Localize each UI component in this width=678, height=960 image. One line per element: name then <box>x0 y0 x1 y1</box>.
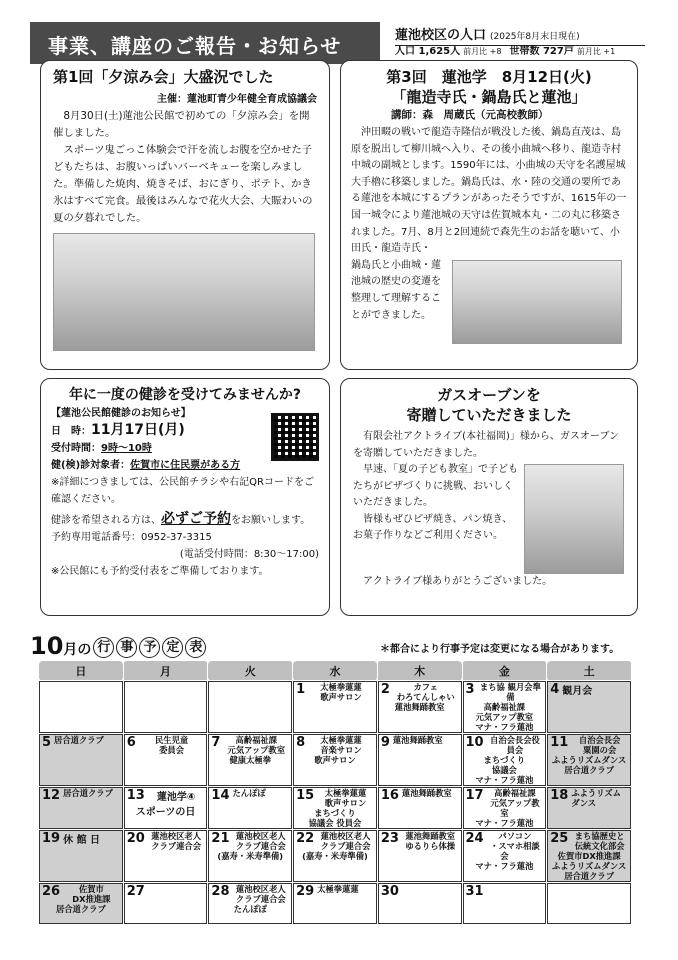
event-text: ふようリズムダンス <box>551 755 627 765</box>
day-number: 13 <box>126 788 145 803</box>
day-number: 9 <box>380 735 390 750</box>
calendar-day <box>377 883 462 925</box>
calendar-day <box>547 883 632 925</box>
kenshin-box-title: 【蓮池公民館健診のお知らせ】 <box>51 408 191 419</box>
calendar-note: ＊都合により行事予定は変更になる場合があります。 <box>380 644 620 655</box>
calendar-title-chars <box>91 632 206 660</box>
section-banner: 事業、講座のご報告・お知らせ <box>30 22 380 64</box>
calendar-day <box>462 787 547 830</box>
event-text: 協議会 <box>491 765 517 775</box>
day-number: 6 <box>126 735 136 750</box>
households-label: 世帯数 727戸 <box>509 46 574 57</box>
day-number: 19 <box>42 831 61 846</box>
calendar-day <box>39 883 124 925</box>
event-text: 居合道クラブ <box>54 735 104 745</box>
calendar-day <box>547 830 632 883</box>
day-number: 3 <box>465 682 475 697</box>
event-text: ふようリズムダンス <box>571 788 621 808</box>
event-text: 蓮池学④ <box>156 792 196 803</box>
yusuzumi-body2: スポーツ鬼ごっこ体験会で汗を流しお腹を空かせた子どもたちは、お腹いっぱいバーベキューを楽しみました。準備した焼肉、焼きそば、おにぎり、ポテト、かき氷はすべて完食。最後はみんなで花火大会、大賑わいの夏の夕暮れでした。 <box>53 144 313 224</box>
oven-body1: 有限会社アクトライブ(本社福岡)」様から、ガスオーブンを寄贈していただきました。 <box>353 431 620 459</box>
oven-title1: ガスオーブンを <box>437 386 541 404</box>
calendar-day <box>293 787 378 830</box>
event-text: わろてんしゃい <box>396 692 455 702</box>
event-text: まち協 観月会準備 <box>479 682 541 702</box>
weekday-header: 木 <box>377 661 462 681</box>
date-value: 11月17日(月) <box>91 422 185 438</box>
event-text: たんぽぽ <box>232 788 266 798</box>
day-number: 28 <box>211 884 230 899</box>
event-text: 元気アップ教室 <box>227 745 286 755</box>
event-text: ふようリズムダンス <box>551 861 627 871</box>
event-text: カフェ <box>413 682 438 692</box>
time-value: 9時～10時 <box>101 443 152 454</box>
calendar-week <box>39 734 632 787</box>
day-number: 27 <box>126 884 145 899</box>
hasuikegaku-lecturer: 講師：森 周蔵氏（元高校教師） <box>391 109 549 121</box>
event-text: 歌声サロン <box>320 692 362 702</box>
kenshin-note1: ※詳細につきましては、公民館チラシや右記QRコードをご確認ください。 <box>51 477 314 505</box>
population-stats <box>395 42 645 57</box>
calendar-day <box>377 681 462 734</box>
calendar-day <box>462 681 547 734</box>
day-number: 4 <box>550 682 560 697</box>
lecture-photo <box>452 260 622 344</box>
tel-hours: (電話受付時間：8:30～17:00) <box>179 549 319 560</box>
event-text: マナ・フラ蓮池 <box>475 775 534 785</box>
hasuikegaku-title1: 第3回 蓮池学 8月12日(火) <box>386 68 592 86</box>
people-diff: 前月比 +8 <box>463 47 502 56</box>
event-text: 太極拳蓮蓮 <box>320 682 362 692</box>
calendar-month-suffix: 月の <box>63 642 92 658</box>
yusuzumi-article <box>40 60 330 370</box>
calendar-day <box>462 830 547 883</box>
calendar-week <box>39 787 632 830</box>
day-number: 16 <box>380 788 399 803</box>
weekday-header: 金 <box>462 661 547 681</box>
day-number: 17 <box>465 788 484 803</box>
event-text: (嘉寿・米寿準備) <box>217 851 284 861</box>
calendar-day <box>293 734 378 787</box>
event-text: スポーツの日 <box>135 807 196 818</box>
yusuzumi-title: 第1回「夕涼み会」大盛況でした <box>53 68 274 86</box>
event-text: 高齢福祉課 <box>494 788 536 798</box>
yusuzumi-host: 主催：蓮池町青少年健全育成協議会 <box>157 94 317 105</box>
day-number: 2 <box>380 682 390 697</box>
event-text: 休 館 日 <box>63 835 101 846</box>
weekday-header: 日 <box>39 661 124 681</box>
calendar-day <box>462 734 547 787</box>
target-value: 佐賀市に住民票がある方 <box>130 460 241 471</box>
yusuzumi-group-photo <box>53 233 315 351</box>
day-number: 11 <box>550 735 569 750</box>
calendar-day <box>293 830 378 883</box>
title-char: 事 <box>116 637 137 658</box>
event-text: 委員会 <box>159 745 185 755</box>
households-diff: 前月比 +1 <box>576 47 616 56</box>
event-text: 居合道クラブ <box>564 871 614 881</box>
event-text: マナ・フラ蓮池 <box>475 722 534 732</box>
weekday-header: 水 <box>293 661 378 681</box>
oven-body3: 皆様もぜひピザ焼き、パン焼き、お菓子作りなどご利用ください。 <box>353 513 513 541</box>
day-number: 21 <box>211 831 230 846</box>
event-text: クラブ連合会 <box>151 841 201 851</box>
event-text: 佐賀市 <box>78 884 104 894</box>
calendar-day <box>39 734 124 787</box>
day-number: 29 <box>296 884 315 899</box>
time-label: 受付時間： <box>51 443 101 454</box>
event-text: 蓮池舞踊教室 <box>405 831 456 841</box>
weekday-header: 月 <box>123 661 208 681</box>
population-date: (2025年8月末日現在) <box>490 32 580 42</box>
event-text: 健康太極拳 <box>229 755 271 765</box>
event-text: ・スマホ相談会 <box>490 841 540 861</box>
event-text: (嘉寿・米寿準備) <box>302 851 368 861</box>
calendar-table <box>38 660 632 925</box>
event-text: たんぽぽ <box>233 904 267 914</box>
oven-photo <box>524 464 624 574</box>
event-text: ゆるりら体操 <box>405 841 456 851</box>
household-count <box>509 42 615 57</box>
calendar-day <box>208 734 293 787</box>
calendar-day <box>39 681 124 734</box>
people-count <box>395 42 501 57</box>
reserve-post: をお願いします。 <box>231 515 311 526</box>
day-number: 22 <box>296 831 315 846</box>
event-text: 蓮池校区老人 <box>151 831 201 841</box>
event-text: 音楽サロン <box>320 745 362 755</box>
kenshin-article <box>40 378 330 616</box>
day-number: 30 <box>380 884 399 899</box>
oven-body4: アクトライブ様ありがとうございました。 <box>363 576 553 587</box>
calendar-week <box>39 883 632 925</box>
day-number: 25 <box>550 831 569 846</box>
calendar-day <box>293 883 378 925</box>
calendar-title <box>30 632 206 660</box>
title-char: 表 <box>185 637 206 658</box>
weekday-header: 火 <box>208 661 293 681</box>
day-number: 15 <box>296 788 315 803</box>
event-text: 蓮池校区老人 <box>235 831 286 841</box>
calendar-day <box>208 830 293 883</box>
event-text: パソコン <box>498 831 532 841</box>
event-text: 蓮池校区老人 <box>320 831 371 841</box>
event-text: 自治会長会 <box>578 735 621 745</box>
calendar-day <box>547 787 632 830</box>
title-char: 定 <box>162 637 183 658</box>
event-text: 歌声サロン <box>314 755 356 765</box>
day-number: 26 <box>42 884 61 899</box>
calendar-day <box>293 681 378 734</box>
day-number: 20 <box>126 831 145 846</box>
event-text: 伝統文化部会 <box>574 841 625 851</box>
calendar-day <box>377 830 462 883</box>
population-title-text: 蓮池校区の人口 <box>395 28 487 43</box>
calendar-day <box>39 830 124 883</box>
hasuikegaku-body2: 鍋島氏と小曲城・蓮池城の歴史の変遷を整理して理解することができました。 <box>351 259 441 321</box>
event-text: 高齢福祉課 <box>235 735 278 745</box>
calendar-day <box>39 787 124 830</box>
day-number: 8 <box>296 735 306 750</box>
event-text: まちづくり <box>483 755 526 765</box>
reserve-tel: 予約専用電話番号：0952-37-3315 <box>51 532 212 543</box>
event-text: 粟園の会 <box>583 745 617 755</box>
event-text: 観月会 <box>562 686 593 697</box>
event-text: クラブ連合会 <box>235 894 286 904</box>
event-text: 蓮池舞踊教室 <box>394 702 445 712</box>
title-char: 行 <box>93 637 114 658</box>
hasuikegaku-article <box>340 60 638 370</box>
day-number: 24 <box>465 831 484 846</box>
event-text: 太極拳蓮蓮 <box>320 735 362 745</box>
event-text: 高齢福祉課 <box>483 702 526 712</box>
event-text: 協議会 役員会 <box>308 818 362 828</box>
calendar-day <box>547 734 632 787</box>
calendar-day <box>123 830 208 883</box>
event-text: 居合道クラブ <box>55 904 106 914</box>
kenshin-title: 年に一度の健診を受けてみませんか? <box>68 387 302 403</box>
calendar-day <box>208 787 293 830</box>
calendar-day <box>123 787 208 830</box>
event-text: クラブ連合会 <box>320 841 371 851</box>
calendar-day <box>377 734 462 787</box>
event-text: 蓮池校区老人 <box>235 884 286 894</box>
event-text: 居合道クラブ <box>564 765 614 775</box>
event-text: 蓮池舞踊教室 <box>401 788 452 798</box>
calendar-week <box>39 830 632 883</box>
title-char: 予 <box>139 637 160 658</box>
calendar-day <box>208 681 293 734</box>
event-text: 自治会長会役員会 <box>490 735 540 755</box>
day-number: 12 <box>42 788 61 803</box>
people-label: 人口 1,625人 <box>395 46 461 57</box>
calendar-header-row <box>39 661 632 681</box>
day-number: 7 <box>211 735 221 750</box>
event-text: マナ・フラ蓮池 <box>475 861 534 871</box>
yusuzumi-body1: 8月30日(土)蓮池公民館で初めての「夕涼み会」を開催しました。 <box>53 110 310 139</box>
event-text: まち協歴史と <box>574 831 625 841</box>
calendar-week <box>39 681 632 734</box>
calendar-day <box>208 883 293 925</box>
event-text: 太極拳蓮蓮 <box>317 884 359 894</box>
qr-code[interactable] <box>271 413 319 461</box>
calendar-day <box>547 681 632 734</box>
oven-article <box>340 378 638 616</box>
reserve-emphasis: 必ずご予約 <box>161 511 231 527</box>
calendar-day <box>462 883 547 925</box>
event-text: 蓮池舞踊教室 <box>392 735 443 745</box>
event-text: 太極拳蓮蓮 <box>324 788 367 798</box>
calendar-day <box>123 681 208 734</box>
kenshin-note2: ※公民館にも予約受付表をご準備しております。 <box>51 566 269 577</box>
event-text: マナ・フラ蓮池 <box>475 818 534 828</box>
day-number: 14 <box>211 788 230 803</box>
day-number: 31 <box>465 884 484 899</box>
target-label: 健(検)診対象者： <box>51 460 131 471</box>
event-text: 歌声サロン <box>324 798 367 808</box>
calendar-body <box>39 681 632 925</box>
event-text: 元気アップ教室 <box>490 798 540 818</box>
event-text: まちづくり <box>314 808 356 818</box>
oven-body2: 早速、「夏の子ども教室」で子どもたちがピザづくりに挑戦、おいしくいただきました。 <box>353 464 518 508</box>
event-text: 元気アップ教室 <box>475 712 534 722</box>
event-text: 居合道クラブ <box>63 788 113 798</box>
date-label: 日 時： <box>51 426 91 437</box>
day-number: 5 <box>42 735 52 750</box>
calendar-day <box>123 734 208 787</box>
oven-title2: 寄贈していただきました <box>406 406 572 424</box>
event-text: DX推進課 <box>72 894 111 904</box>
reserve-pre: 健診を希望される方は、 <box>51 515 161 526</box>
day-number: 10 <box>465 735 484 750</box>
calendar-day <box>123 883 208 925</box>
calendar-day <box>377 787 462 830</box>
hasuikegaku-title2: 「龍造寺氏・鍋島氏と蓮池」 <box>391 88 587 106</box>
weekday-header: 土 <box>547 661 632 681</box>
hasuikegaku-body1: 沖田畷の戦いで龍造寺隆信が戦没した後、鍋島直茂は、島原を脱出して柳川城へ入り、その後小曲城へ移り、龍造寺村中城の副城とします。1590年には、小曲城の天守を名護屋城大手櫓に移築しました。鍋島氏は、水・陸の交通の要所である蓮池を本城にするプランがあったそうですが、1615年の一国一城令により蓮池城の天守は佐賀城本丸・二の丸に移築されました。7月、8月と2回連続で森先生のお話を聴いて、小田氏・龍造寺氏・ <box>351 127 627 255</box>
day-number: 18 <box>550 788 569 803</box>
event-text: 民生児童 <box>154 735 189 745</box>
day-number: 23 <box>380 831 399 846</box>
calendar-month: 10 <box>30 632 64 660</box>
event-text: クラブ連合会 <box>235 841 286 851</box>
day-number: 1 <box>296 682 306 697</box>
event-text: 佐賀市DX推進課 <box>557 851 621 861</box>
